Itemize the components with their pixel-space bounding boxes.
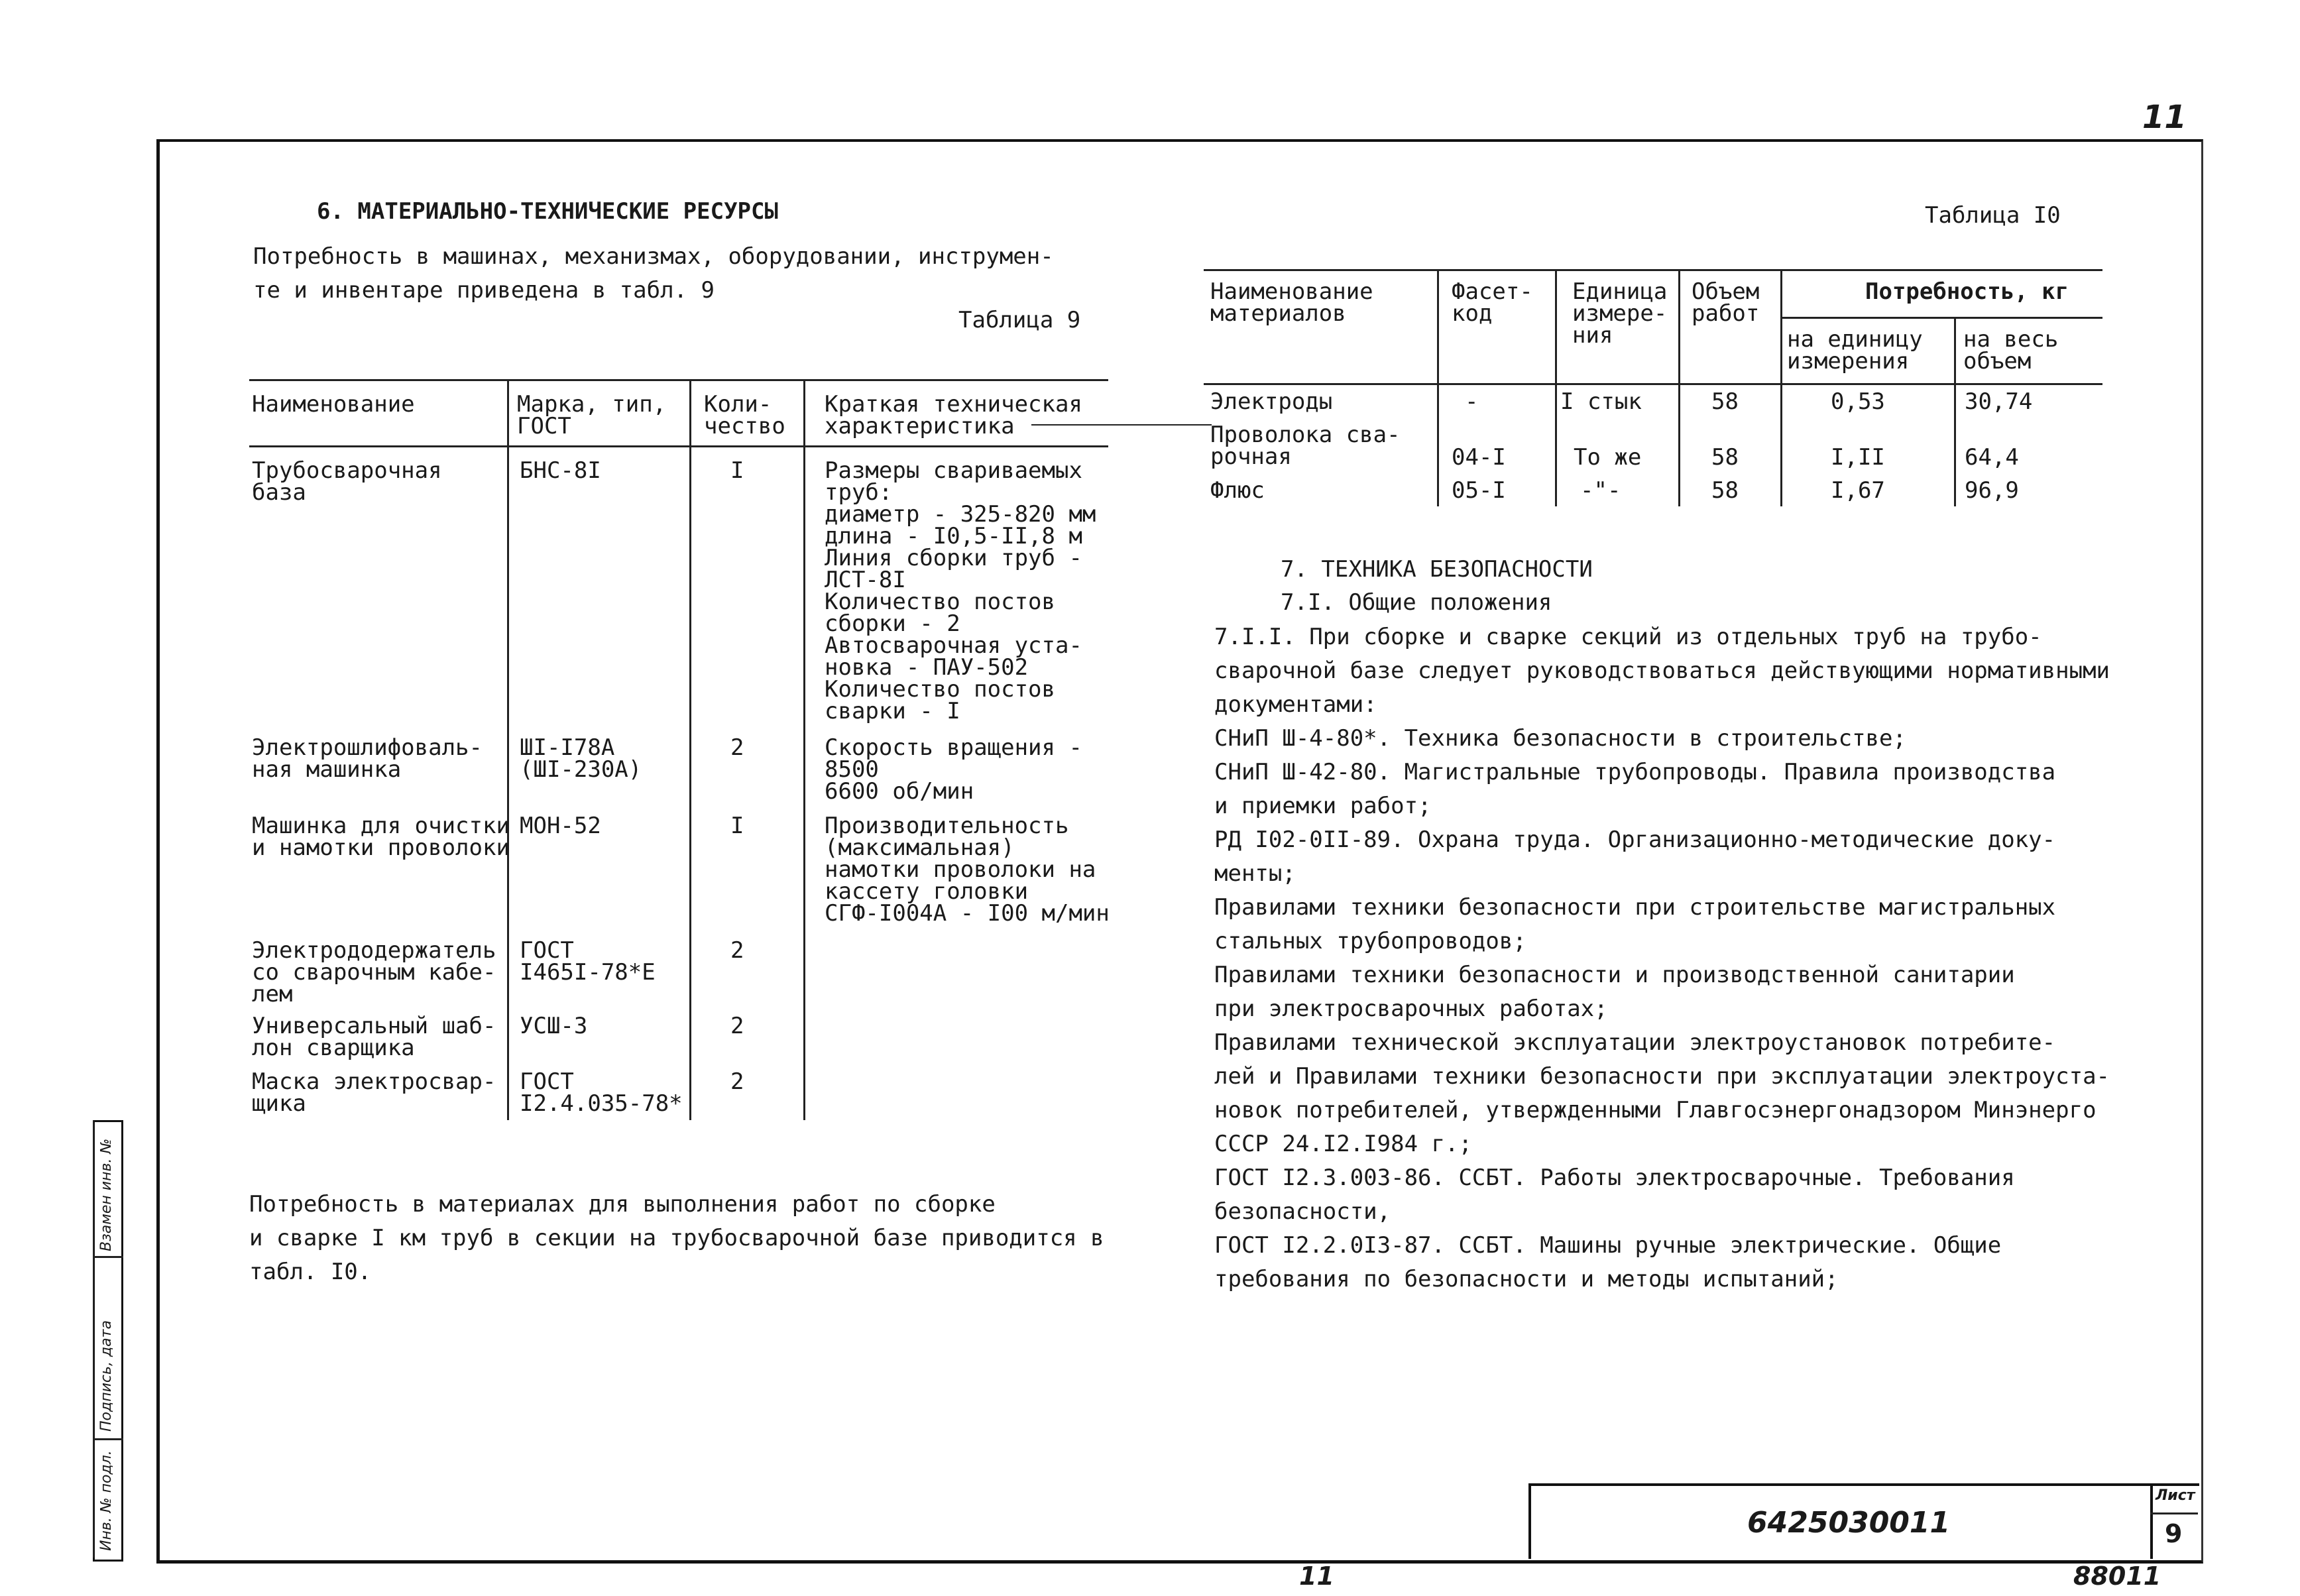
table10-col-divider xyxy=(1555,269,1557,506)
section7-subheading: 7.I. Общие положения xyxy=(1281,589,1552,616)
table10-top-rule xyxy=(1204,269,2102,271)
table10-row-total: 30,74 xyxy=(1965,388,2033,415)
table9-row-name: Универсальный шаб- лон сварщика xyxy=(252,1013,496,1061)
table9-row-name: Электрошлифоваль- ная машинка xyxy=(252,734,483,783)
table10-row-volume: 58 xyxy=(1711,388,1739,415)
table9-row-name: Машинка для очистки и намотки проволоки xyxy=(252,813,510,861)
table10-subheader-rule xyxy=(1780,317,2102,319)
section7-body: 7.I.I. При сборке и сварке секций из отдельных труб на трубо- сварочной базе следует руководствоваться действующими нормативными документами: СНиП Ш-4-80*. Техника безопасности в строительстве; СНиП Ш-42-80. Магистральные трубопроводы. Правила производства и приемки работ; РД I02-0II-89. Охрана труда. Организационно-методические доку- менты; Правилами техники безопасности при строительстве магистральных стальных трубопроводов; Правилами техники безопасности и производственной санитарии при электросварочных работах; Правилами технической эксплуатации электроустановок потребите- лей и Правилами техники безопасности при эксплуатации электроуста- новок потребителей, утвержденными Главгосэнергонадзором Минэнерго СССР 24.I2.I984 г.; ГОСТ I2.3.003-86. ССБТ. Работы электросварочные. Требования безопасности, ГОСТ I2.2.0I3-87. ССБТ. Машины ручные электрические. Общие требования по безопасности и методы испытаний; xyxy=(1214,624,2110,1292)
table9-header-mark: Марка, тип, ГОСТ xyxy=(517,391,667,439)
table9-row-name: Электрододержатель со сварочным кабе- лем xyxy=(252,937,496,1007)
table10-row-unit: I стык xyxy=(1560,388,1642,415)
table10-header-facet: Фасет- код xyxy=(1452,278,1533,327)
table9-row-qty: I xyxy=(730,457,744,484)
table10-row-volume: 58 xyxy=(1711,444,1739,471)
table9-row-mark: ШI-I78А (ШI-230А) xyxy=(520,734,642,783)
sheet-box-divider xyxy=(2150,1512,2198,1514)
document-code: 6425030011 xyxy=(1747,1506,1951,1540)
section6-closing: Потребность в материалах для выполнения работ по сборке и сварке I км труб в секции на трубосварочной базе приводится в табл. I0. xyxy=(249,1191,1104,1285)
table10-row-facet: 05-I xyxy=(1452,477,1506,504)
table10-row-name: Проволока сва- рочная xyxy=(1210,422,1401,470)
table10-header-unit: Единица измере- ния xyxy=(1572,278,1668,349)
table10-row-name: Электроды xyxy=(1210,388,1333,415)
sheet-label: Лист xyxy=(2156,1487,2195,1504)
table10-col-divider xyxy=(1437,269,1439,506)
table10-header-per-unit: на единицу измерения xyxy=(1787,326,1923,374)
table9-header-name: Наименование xyxy=(252,391,415,418)
table9-header-spec: Краткая техническая характеристика xyxy=(825,391,1082,439)
table9-row-spec: Скорость вращения - 8500 6600 об/мин xyxy=(825,734,1082,805)
section6-intro: Потребность в машинах, механизмах, оборудовании, инструмен- те и инвентаре приведена в табл. 9 xyxy=(253,243,1054,304)
table10-header-rule xyxy=(1204,383,2102,385)
table10-row-volume: 58 xyxy=(1711,477,1739,504)
table10-row-total: 64,4 xyxy=(1965,444,2019,471)
sheet-number: 9 xyxy=(2165,1519,2183,1548)
table10-row-per-unit: I,67 xyxy=(1831,477,1885,504)
table10-row-per-unit: 0,53 xyxy=(1831,388,1885,415)
top-page-number: 11 xyxy=(2142,99,2187,136)
side-stamp-divider xyxy=(93,1256,123,1258)
corner-code: 88011 xyxy=(2073,1562,2161,1591)
stamp-replaced-inv: Взамен инв. № xyxy=(98,1138,115,1251)
table9-caption: Таблица 9 xyxy=(958,307,1081,333)
table10-header-need: Потребность, кг xyxy=(1865,278,2069,305)
table10-col-divider xyxy=(1780,269,1782,506)
table9-row-mark: ГОСТ I465I-78*Е xyxy=(520,937,656,986)
stamp-signature-date: Подпись, дата xyxy=(98,1320,115,1432)
table9-row-qty: 2 xyxy=(730,734,744,761)
section6-heading: 6. МАТЕРИАЛЬНО-ТЕХНИЧЕСКИЕ РЕСУРСЫ xyxy=(317,198,778,225)
table10-row-name: Флюс xyxy=(1210,477,1265,504)
table9-row-spec: Размеры свариваемых труб: диаметр - 325-820 мм длина - I0,5-II,8 м Линия сборки труб - ЛСТ-8I Количество постов сборки - 2 Автосварочная уста- новка - ПАУ-502 Количество постов сварки - I xyxy=(825,457,1096,724)
table9-col-divider xyxy=(507,379,509,1120)
side-stamp-divider xyxy=(93,1438,123,1440)
table9-row-qty: 2 xyxy=(730,937,744,964)
table10-caption: Таблица I0 xyxy=(1925,202,2061,229)
table10-header-total: на весь объем xyxy=(1963,326,2059,374)
table9-row-name: Маска электросвар- щика xyxy=(252,1068,496,1117)
table10-row-total: 96,9 xyxy=(1965,477,2019,504)
table10-header-name: Наименование материалов xyxy=(1210,278,1373,327)
table10-row-unit: -"- xyxy=(1580,477,1621,504)
table9-row-mark: УСШ-3 xyxy=(520,1013,588,1039)
table9-header-qty: Коли- чество xyxy=(704,391,785,439)
table10-row-unit: То же xyxy=(1574,444,1642,471)
table10-col-divider xyxy=(1678,269,1680,506)
bottom-page-number: 11 xyxy=(1299,1562,1334,1591)
section7-heading: 7. ТЕХНИКА БЕЗОПАСНОСТИ xyxy=(1281,556,1593,583)
table9-row-qty: 2 xyxy=(730,1013,744,1039)
table10-row-facet: 04-I xyxy=(1452,444,1506,471)
side-stamp-rule xyxy=(93,1120,94,1558)
table10-row-facet: - xyxy=(1465,388,1479,415)
table9-col-divider xyxy=(689,379,691,1120)
table10-row-per-unit: I,II xyxy=(1831,444,1885,471)
table9-col-divider xyxy=(803,379,805,1120)
table9-row-mark: БНС-8I xyxy=(520,457,601,484)
table10-header-volume: Объем работ xyxy=(1692,278,1760,327)
table9-row-spec: Производительность (максимальная) намотки проволоки на кассету головки СГФ-I004А - I00 м/мин xyxy=(825,813,1110,927)
table9-top-rule xyxy=(249,379,1108,381)
table9-row-name: Трубосварочная база xyxy=(252,457,442,506)
stamp-inv-original: Инв. № подл. xyxy=(98,1450,115,1551)
table-connector-line xyxy=(1031,424,1212,426)
table9-row-mark: МОН-52 xyxy=(520,813,601,839)
table9-row-mark: ГОСТ I2.4.035-78* xyxy=(520,1068,683,1117)
table9-row-qty: I xyxy=(730,813,744,839)
table10-col-divider xyxy=(1954,317,1956,506)
table9-row-qty: 2 xyxy=(730,1068,744,1095)
table9-header-rule xyxy=(249,445,1108,447)
